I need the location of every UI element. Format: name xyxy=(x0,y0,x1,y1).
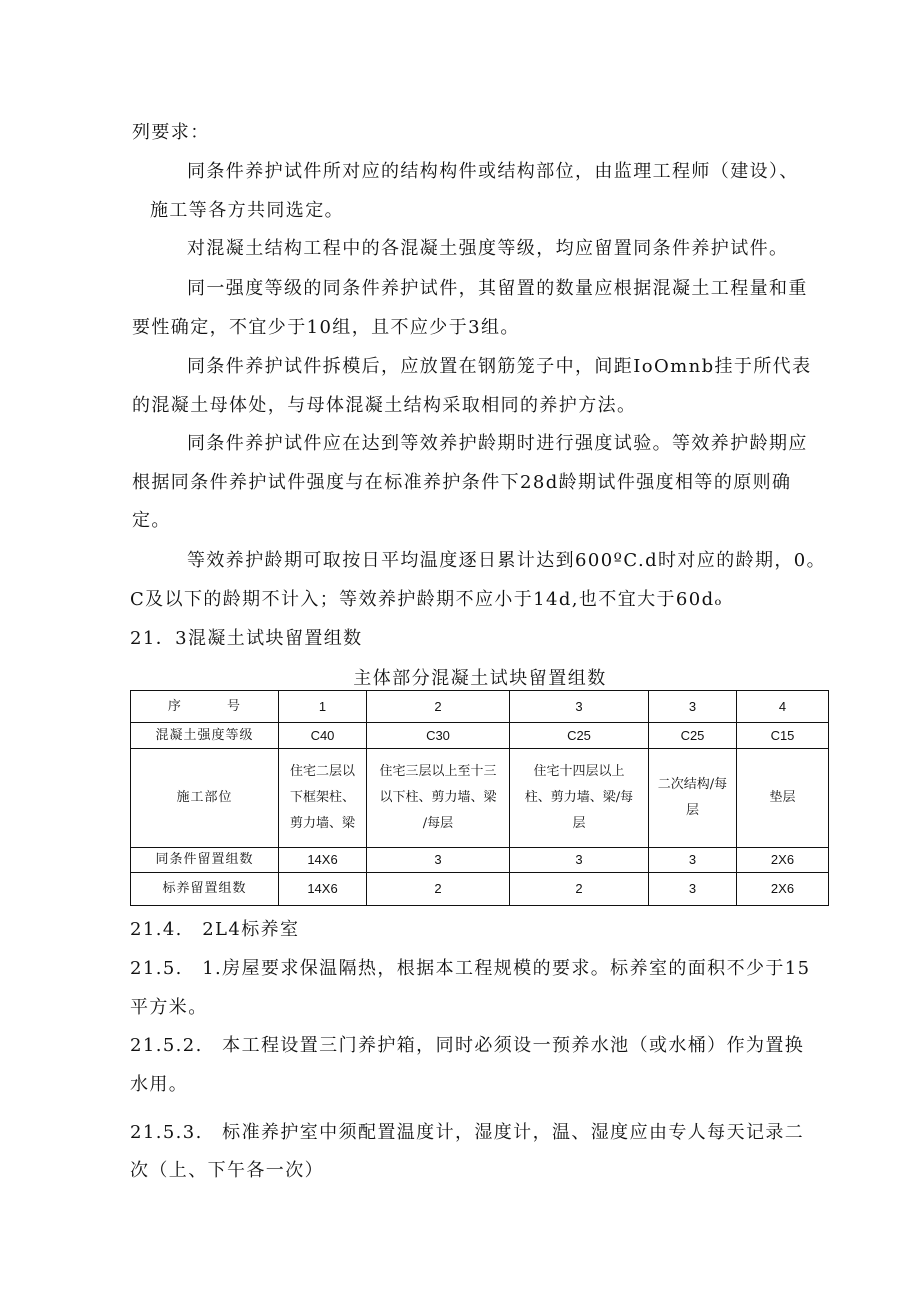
table-cell: C25 xyxy=(510,723,649,749)
row-header: 混凝土强度等级 xyxy=(131,723,279,749)
specimen-table xyxy=(130,690,829,906)
section-heading: 21.4. 2L4标养室 xyxy=(130,919,300,940)
table-cell: 2 xyxy=(510,873,649,906)
table-row xyxy=(131,848,829,873)
cell-text: 垫层 xyxy=(769,790,796,805)
paragraph-line: 同条件养护试件应在达到等效养护龄期时进行强度试验。等效养护龄期应 xyxy=(187,433,808,454)
table-cell: C25 xyxy=(649,723,737,749)
table-cell: 14X6 xyxy=(279,873,367,906)
table-cell: 14X6 xyxy=(279,848,367,873)
table-cell xyxy=(510,749,649,848)
table-cell: 3 xyxy=(510,848,649,873)
paragraph-line: 施工等各方共同选定。 xyxy=(150,200,344,221)
table-row xyxy=(131,873,829,906)
table-row xyxy=(131,691,829,723)
paragraph-line: 平方米。 xyxy=(130,997,208,1018)
table-cell: 2X6 xyxy=(737,873,829,906)
table-caption: 主体部分混凝土试块留置组数 xyxy=(353,668,607,689)
table-row xyxy=(131,723,829,749)
section-heading: 21．3混凝土试块留置组数 xyxy=(130,628,363,649)
table-cell xyxy=(737,749,829,848)
table-cell xyxy=(279,749,367,848)
table-cell: 3 xyxy=(510,691,649,723)
table-cell: C15 xyxy=(737,723,829,749)
table-cell: 4 xyxy=(737,691,829,723)
row-header: 同条件留置组数 xyxy=(131,848,279,873)
paragraph-line: 对混凝土结构工程中的各混凝土强度等级，均应留置同条件养护试件。 xyxy=(187,238,789,259)
paragraph-line: 等效养护龄期可取按日平均温度逐日累计达到600ºC.d时对应的龄期，0。 xyxy=(187,550,827,571)
paragraph-line: 同条件养护试件拆模后，应放置在钢筋笼子中，间距IoOmnb挂于所代表 xyxy=(187,356,812,377)
table-cell: 3 xyxy=(367,848,510,873)
table-cell: 2 xyxy=(367,873,510,906)
table-cell: C40 xyxy=(279,723,367,749)
table-cell xyxy=(367,749,510,848)
table-cell: 1 xyxy=(279,691,367,723)
paragraph-line: 21.5.3. 标准养护室中须配置温度计，湿度计，温、湿度应由专人每天记录二 xyxy=(130,1122,805,1143)
table-cell: 2 xyxy=(367,691,510,723)
paragraph-line: 水用。 xyxy=(130,1074,189,1095)
paragraph-line: 同一强度等级的同条件养护试件，其留置的数量应根据混凝土工程量和重 xyxy=(187,278,808,299)
paragraph-line: 的混凝土母体处，与母体混凝土结构采取相同的养护方法。 xyxy=(132,395,637,416)
cell-text: 住宅三层以上至十三 以下柱、剪力墙、梁 /每层 xyxy=(379,764,497,831)
table-row xyxy=(131,749,829,848)
paragraph-line: 21.5.2. 本工程设置三门养护箱，同时必须设一预养水池（或水桶）作为置换 xyxy=(130,1035,805,1056)
table-cell: 3 xyxy=(649,691,737,723)
row-header: 标养留置组数 xyxy=(131,873,279,906)
paragraph-line: C及以下的龄期不计入；等效养护龄期不应小于14d,也不宜大于60dₒ xyxy=(130,589,723,610)
table-cell xyxy=(649,749,737,848)
paragraph-line: 21.5. 1.房屋要求保温隔热，根据本工程规模的要求。标养室的面积不少于15 xyxy=(130,958,811,979)
paragraph-line: 根据同条件养护试件强度与在标准养护条件下28d龄期试件强度相等的原则确 xyxy=(132,472,792,493)
table-cell: C30 xyxy=(367,723,510,749)
row-header: 序 号 xyxy=(131,691,279,723)
table-cell: 3 xyxy=(649,848,737,873)
row-header: 施工部位 xyxy=(131,749,279,848)
paragraph-line: 定。 xyxy=(132,510,171,531)
cell-text: 住宅十四层以上 柱、剪力墙、梁/每 层 xyxy=(524,764,634,831)
paragraph-line: 次（上、下午各一次） xyxy=(130,1160,324,1181)
table-cell: 3 xyxy=(649,873,737,906)
paragraph-line: 要性确定，不宜少于10组，且不应少于3组。 xyxy=(132,317,520,338)
paragraph-line: 列要求： xyxy=(132,122,210,143)
cell-text: 二次结构/每 层 xyxy=(657,777,728,818)
paragraph-line: 同条件养护试件所对应的结构构件或结构部位，由监理工程师（建设）、 xyxy=(187,161,799,182)
cell-text: 住宅二层以 下框架柱、 剪力墙、梁 xyxy=(289,764,355,831)
table-cell: 2X6 xyxy=(737,848,829,873)
